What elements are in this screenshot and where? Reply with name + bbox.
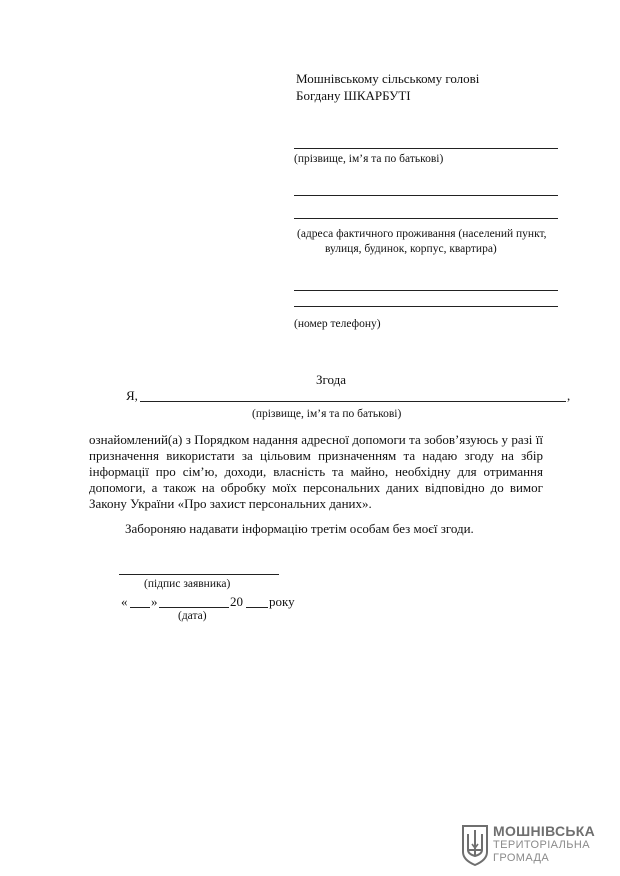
date-month-line[interactable] — [159, 607, 229, 608]
consent-body: ознайомлений(а) з Порядком надання адресної допомоги та зобов’язуюсь у разі її призначення використати за цільовим призначенням та надаю згоду на збір інформації про сім’ю, доходи, власність та майно, необхідну для отримання допомоги, а також на обробку моїх персональних даних відповідно до вимог Закону України «Про захист персональних даних». — [89, 432, 543, 511]
date-open-quote: « — [121, 594, 128, 609]
phone-caption: (номер телефону) — [294, 318, 381, 330]
logo-line-2: ТЕРИТОРІАЛЬНА — [493, 839, 590, 851]
consent-name-caption: (прізвище, ім’я та по батькові) — [252, 408, 402, 420]
applicant-name-line[interactable] — [294, 148, 558, 149]
address-line-1[interactable] — [294, 195, 558, 196]
date-year-word: року — [269, 594, 295, 609]
consent-prohibition: Забороняю надавати інформацію третім особам без моєї згоди. — [125, 521, 474, 536]
date-close-quote: » — [151, 594, 158, 609]
date-day-line[interactable] — [130, 607, 150, 608]
phone-line-2[interactable] — [294, 306, 558, 307]
consent-i-suffix: , — [567, 388, 571, 403]
trident-icon — [461, 824, 489, 866]
signature-line[interactable] — [119, 574, 279, 575]
date-year-line[interactable] — [246, 607, 268, 608]
date-century: 20 — [230, 594, 243, 609]
logo-line-1: МОШНІВСЬКА — [493, 823, 596, 839]
signature-caption: (підпис заявника) — [144, 578, 231, 590]
consent-name-line[interactable] — [140, 401, 566, 402]
date-caption: (дата) — [178, 610, 207, 622]
address-caption-1: (адреса фактичного проживання (населений пункт, — [297, 228, 547, 240]
consent-i-prefix: Я, — [126, 388, 138, 403]
community-logo — [461, 823, 603, 869]
address-caption-2: вулиця, будинок, корпус, квартира) — [325, 243, 497, 255]
addressee-line-2: Богдану ШКАРБУТІ — [296, 88, 411, 103]
addressee-line-1: Мошнівському сільському голові — [296, 71, 480, 86]
address-line-2[interactable] — [294, 218, 558, 219]
phone-line-1[interactable] — [294, 290, 558, 291]
applicant-name-caption: (прізвище, ім’я та по батькові) — [294, 153, 444, 165]
consent-title: Згода — [316, 372, 347, 387]
logo-line-3: ГРОМАДА — [493, 852, 550, 864]
